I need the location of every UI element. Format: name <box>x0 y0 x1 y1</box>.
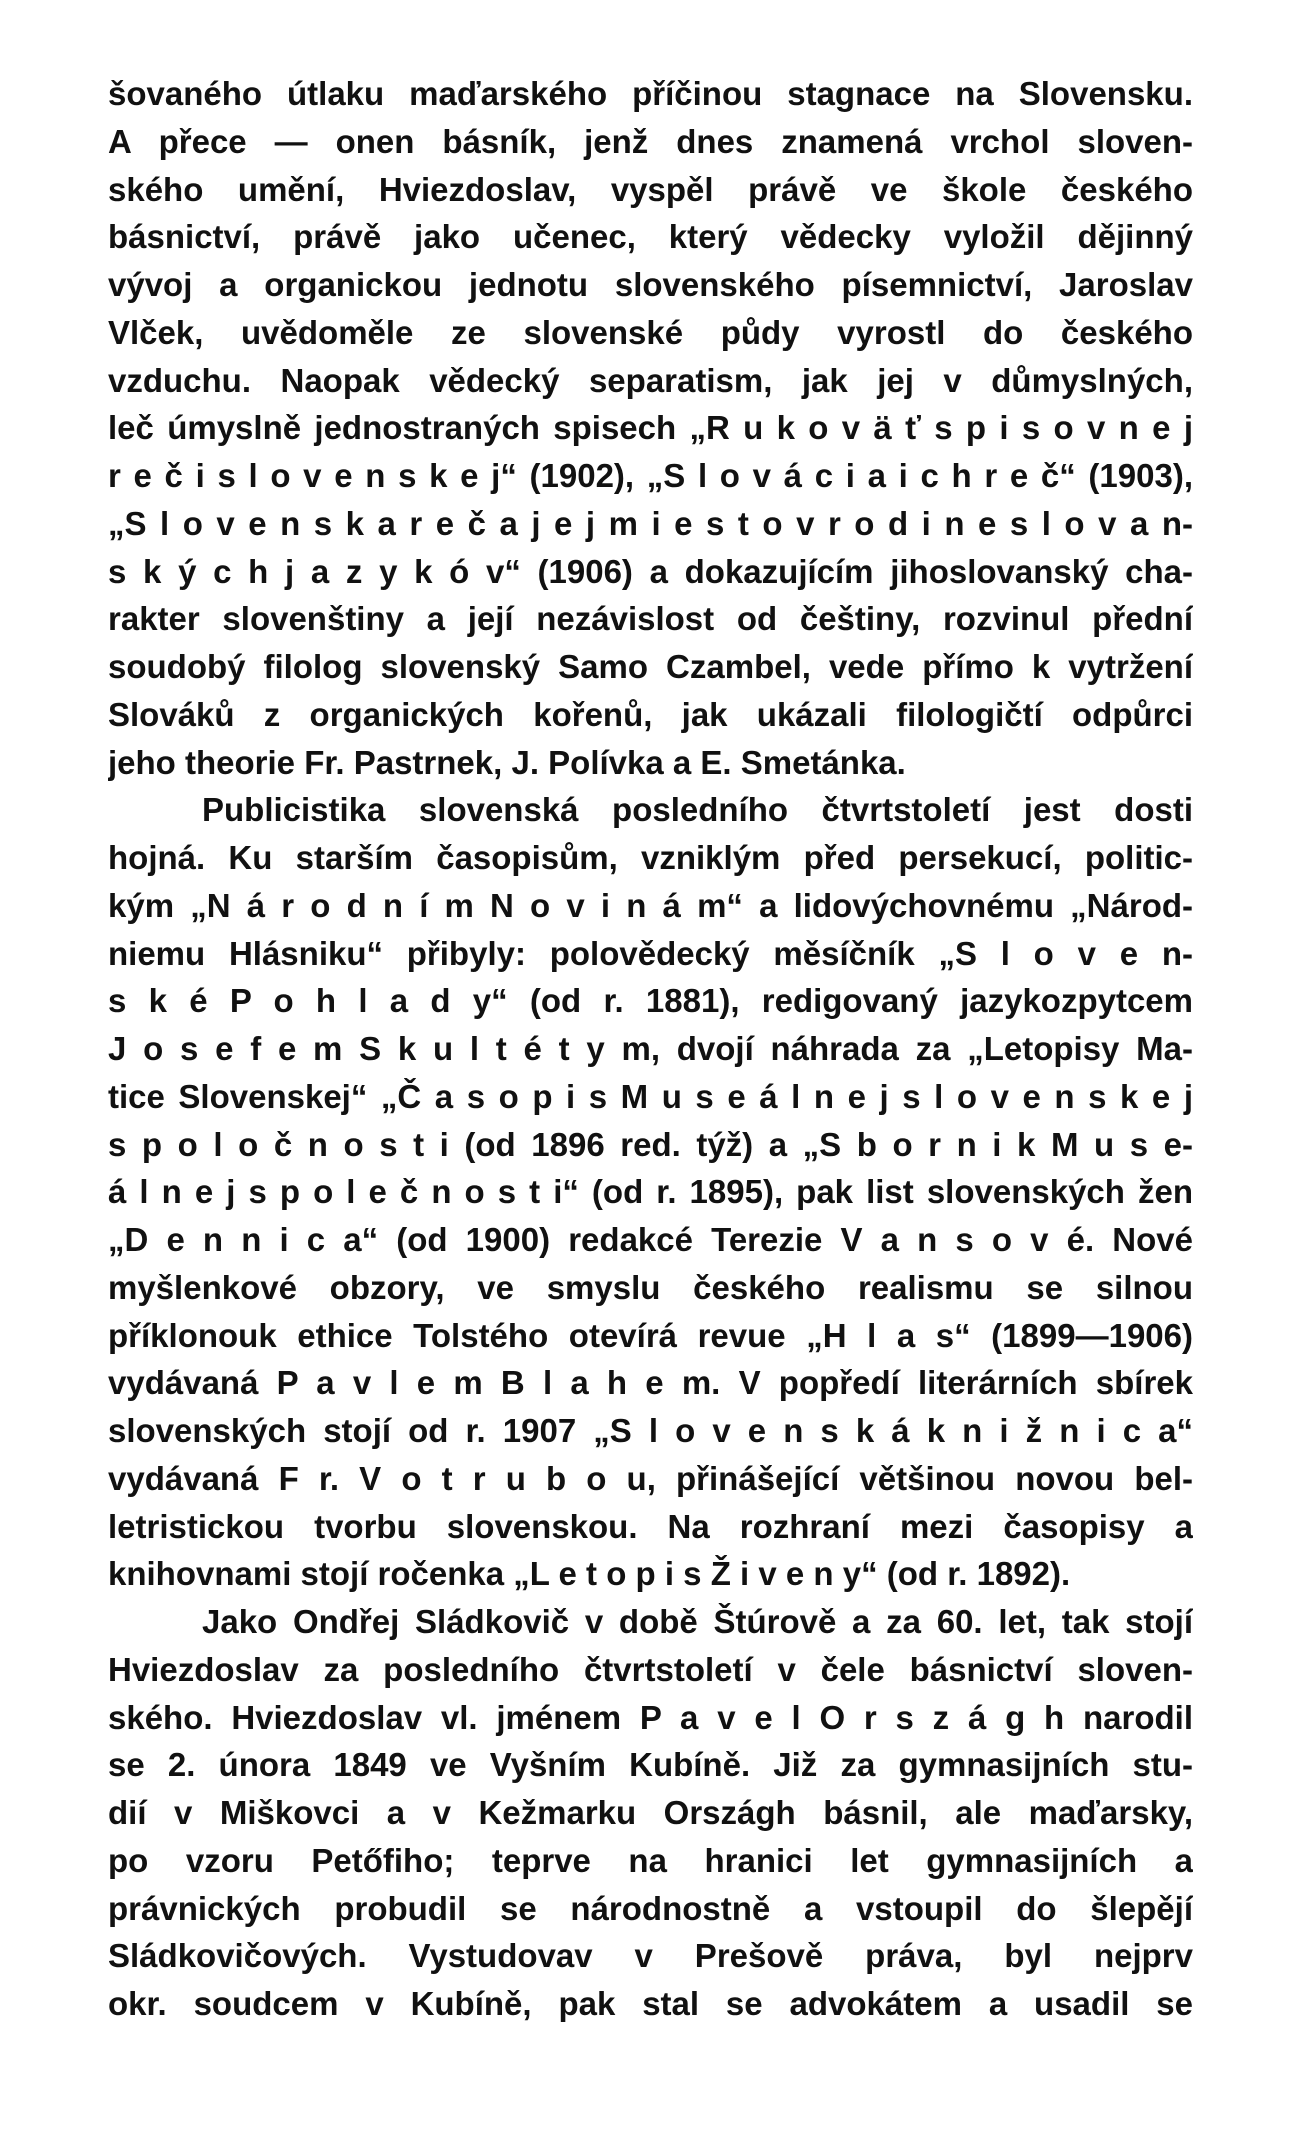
text-line: á l n e j s p o l e č n o s t i“ (od r. 1895), pak list slovenských žen <box>108 1173 1193 1211</box>
text-line: letristickou tvorbu slovenskou. Na rozhraní mezi časopisy a <box>108 1507 1193 1545</box>
text-line: šovaného útlaku maďarského příčinou stagnace na Slovensku. <box>108 75 1193 112</box>
text-line: vzduchu. Naopak vědecký separatism, jak jej v důmyslných, <box>108 361 1193 399</box>
text-line: právnických probudil se národnostně a vstoupil do šlepějí <box>108 1889 1193 1927</box>
text-line: s p o l o č n o s t i (od 1896 red. týž) a „S b o r n i k M u s e- <box>108 1125 1193 1163</box>
text-line: „S l o v e n s k a r e č a j e j m i e s t o v r o d i n e s l o v a n- <box>108 504 1193 542</box>
text-line: s k ý c h j a z y k ó v“ (1906) a dokazujícím jihoslovanský cha- <box>108 552 1193 590</box>
text-line: ského. Hviezdoslav vl. jménem P a v e l O r s z á g h narodil <box>108 1698 1193 1736</box>
text-line: niemu Hlásniku“ přibyly: polovědecký měsíčník „S l o v e n- <box>108 934 1193 972</box>
text-line: kým „N á r o d n í m N o v i n á m“ a lidovýchovnému „Národ- <box>108 886 1193 924</box>
text-line: dií v Miškovci a v Kežmarku Országh básnil, ale maďarsky, <box>108 1794 1193 1831</box>
text-line: vydávaná F r. V o t r u b o u, přinášející většinou novou bel- <box>108 1459 1193 1497</box>
text-line: básnictví, právě jako učenec, který vědecky vyložil dějinný <box>108 218 1193 256</box>
text-line: myšlenkové obzory, ve smyslu českého realismu se silnou <box>108 1268 1193 1306</box>
text-line: „D e n n i c a“ (od 1900) redakcé Terezie V a n s o v é. Nové <box>108 1221 1193 1258</box>
text-line: s k é P o h l a d y“ (od r. 1881), redigovaný jazykozpytcem <box>108 982 1193 1020</box>
text-line: se 2. února 1849 ve Vyšním Kubíně. Již za gymnasijních stu- <box>108 1746 1193 1784</box>
text-line: jeho theorie Fr. Pastrnek, J. Polívka a E. Smetánka. <box>108 743 906 781</box>
text-line: rakter slovenštiny a její nezávislost od češtiny, rozvinul přední <box>108 600 1193 638</box>
text-line: Vlček, uvědoměle ze slovenské půdy vyrostl do českého <box>108 313 1193 351</box>
text-line: ského umění, Hviezdoslav, vyspěl právě ve škole českého <box>108 170 1193 208</box>
text-line: Jako Ondřej Sládkovič v době Štúrově a za 60. let, tak stojí <box>202 1603 1193 1640</box>
text-line: příklonouk ethice Tolstého otevírá revue „H l a s“ (1899—1906) <box>108 1316 1193 1354</box>
text-line: knihovnami stojí ročenka „L e t o p i s Ž i v e n y“ (od r. 1892). <box>108 1555 1071 1593</box>
text-line: Sládkovičových. Vystudovav v Prešově práva, byl nejprv <box>108 1937 1193 1975</box>
text-line: Slováků z organických kořenů, jak ukázali filologičtí odpůrci <box>108 695 1193 733</box>
text-line: soudobý filolog slovenský Samo Czambel, vede přímo k vytržení <box>108 648 1193 685</box>
text-line: vydávaná P a v l e m B l a h e m. V popředí literárních sbírek <box>108 1364 1193 1402</box>
text-line: leč úmyslně jednostraných spisech „R u k o v ä ť s p i s o v n e j <box>108 409 1193 447</box>
text-line: tice Slovenskej“ „Č a s o p i s M u s e á l n e j s l o v e n s k e j <box>108 1077 1193 1115</box>
book-page-text <box>108 70 1193 2028</box>
text-line: Hviezdoslav za posledního čtvrtstoletí v čele básnictví sloven- <box>108 1650 1193 1688</box>
text-line: r e č i s l o v e n s k e j“ (1902), „S l o v á c i a i c h r e č“ (1903), <box>108 457 1193 494</box>
text-line: slovenských stojí od r. 1907 „S l o v e n s k á k n i ž n i c a“ <box>108 1412 1193 1449</box>
text-line: J o s e f e m S k u l t é t y m, dvojí náhrada za „Letopisy Ma- <box>108 1030 1193 1067</box>
text-line: hojná. Ku starším časopisům, vzniklým před persekucí, politic- <box>108 839 1193 876</box>
text-line: po vzoru Petőfiho; teprve na hranici let gymnasijních a <box>108 1841 1193 1879</box>
text-line: okr. soudcem v Kubíně, pak stal se advokátem a usadil se <box>108 1985 1193 2022</box>
text-line: vývoj a organickou jednotu slovenského písemnictví, Jaroslav <box>108 266 1193 303</box>
text-line: A přece — onen básník, jenž dnes znamená vrchol sloven- <box>108 122 1193 160</box>
text-line: Publicistika slovenská posledního čtvrtstoletí jest dosti <box>202 791 1193 829</box>
